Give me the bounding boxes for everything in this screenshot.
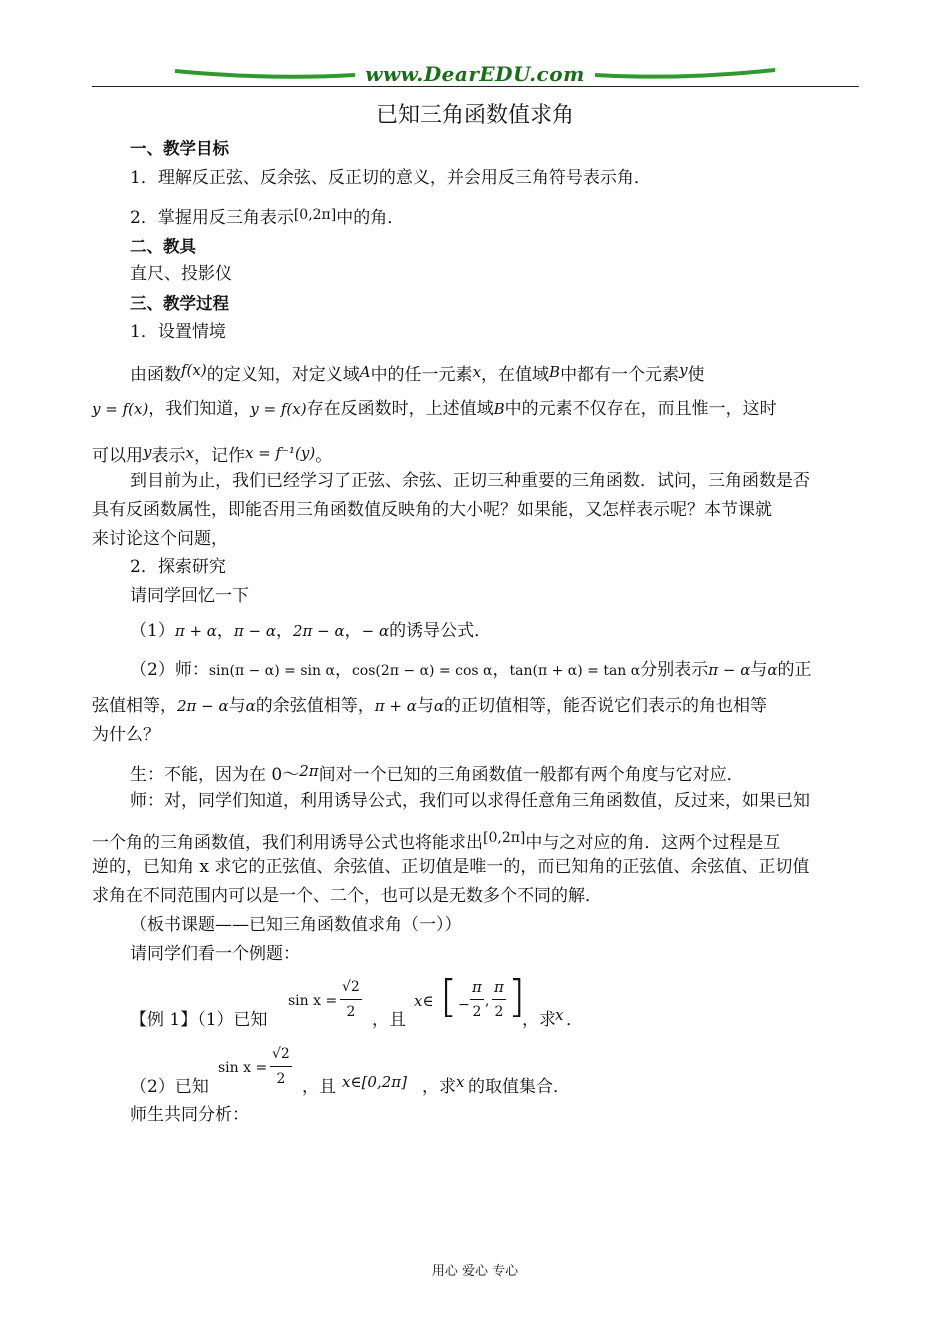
- paragraph-line: y = f(x)，我们知道，y = f(x)存在反函数时，上述值域B中的元素不仅存在，而且惟一，这时: [92, 399, 777, 419]
- site-name: www.DearEDU.com: [365, 62, 585, 86]
- heading-objectives: 一、教学目标: [130, 139, 229, 158]
- board-title: （板书课题——已知三角函数值求角（一））: [130, 915, 462, 935]
- fraction: $\frac{\pi}{2}$: [492, 975, 506, 1024]
- question-2: （2）师：sin(π − α) = sin α，cos(2π − α) = cos α，tan(π + α) = tan α分别表示π − α与α的正: [130, 660, 812, 680]
- paragraph-line: 为什么？: [92, 725, 160, 745]
- paragraph-line: 弦值相等，2π − α与α的余弦值相等，π + α与α的正切值相等，能否说它们表示的角也相等: [92, 696, 768, 716]
- site-banner: [170, 62, 780, 88]
- paragraph-line: 逆的，已知角 x 求它的正弦值、余弦值、正切值是唯一的，而已知角的正弦值、余弦值、正切值: [92, 857, 810, 877]
- paragraph-line: 来讨论这个问题，: [92, 529, 228, 549]
- sub-heading-2: 2．探索研究: [130, 557, 226, 577]
- paragraph-line: 师：对，同学们知道，利用诱导公式，我们可以求得任意角三角函数值，反过来，如果已知: [130, 791, 810, 811]
- sub-heading-1: 1．设置情境: [130, 322, 226, 342]
- fraction: $\frac{√2}{2}$: [270, 1042, 292, 1091]
- paragraph-line: 可以用y表示x，记作x = f⁻¹(y)。: [92, 443, 333, 466]
- footer-slogan: 用心 爱心 专心: [431, 1264, 519, 1279]
- heading-tools: 二、教具: [130, 237, 196, 256]
- question-1: （1）π + α，π − α，2π − α，− α的诱导公式．: [130, 621, 492, 641]
- tools-text: 直尺、投影仪: [130, 264, 232, 284]
- fraction: $\frac{√2}{2}$: [340, 975, 362, 1024]
- objective-2: 2．掌握用反三角表示[0,2π]中的角．: [130, 207, 405, 228]
- paragraph-line: 到目前为止，我们已经学习了正弦、余弦、正切三种重要的三角函数．试问，三角函数是否: [130, 471, 810, 491]
- document-page: www.DearEDU.com 已知三角函数值求角 一、教学目标 1．理解反正弦、反余弦、反正切的意义，并会用反三角符号表示角． 2．掌握用反三角表示[0,2π]中的角． 二、教具 直尺、投影仪 三、教学过程 1．设置情境 由函数f(x)的定义知，对定义域A中的任一元素x，在值域B中都有一个元素y使 y = f(x)，我们知道，y = f(x)存在反函数时，上述值域B中的元素不仅存在，而且惟一，这时 可以用y表示x，记作x = f⁻¹(y)。 到目前为止，我们已经学习了正弦、余弦、正切三种重要的三角函数．试问，三角函数是否 具有反函数属性，即能否用三角函数值反映角的大小呢？如果能，又怎样表示呢？本节课就 来讨论这个问题， 2．探索研究 请同学回忆一下 （1）π + α，π − α，2π − α，− α的诱导公式． （2）师：sin(π − α) = sin α，cos(2π − α) = cos α，tan(π + α) = tan α分别表示π − α与α的正 弦值相等，2π − α与α的余弦值相等，π + α与α的正切值相等，能否说它们表示的角也相等 为什么？ 生：不能，因为在 0～2π间对一个已知的三角函数值一般都有两个角度与它对应． 师：对，同学们知道，利用诱导公式，我们可以求得任意角三角函数值，反过来，如果已知 一个角的三角函数值，我们利用诱导公式也将能求出[0,2π]中与之对应的角．这两个过程是互 逆的，已知角 x 求它的正弦值、余弦值、正切值是唯一的，而已知角的正弦值、余弦值、正切值 求角在不同范围内可以是一个、二个，也可以是无数多个不同的解． （板书课题——已知三角函数值求角（一）） 请同学们看一个例题： 【例 1】（1）已知 sin x = $\frac{√2}{2}$ ，且 x∈ [ − $\frac{\pi}{2}$ , $\frac{\pi}{2}$ ] ，求 x ． （2）已知 sin x = $\frac{√2}{2}$ ，且 x∈[0,2π] ，求 x 的取值集合． 师生共同分析： 用心 爱心 专心: [0, 0, 950, 1344]
- fraction: $\frac{\pi}{2}$: [470, 975, 484, 1024]
- header-divider: [92, 86, 859, 87]
- right-bracket: ]: [508, 971, 526, 1022]
- paragraph-line: 具有反函数属性，即能否用三角函数值反映角的大小呢？如果能，又怎样表示呢？本节课就: [92, 500, 772, 520]
- paragraph-line: 一个角的三角函数值，我们利用诱导公式也将能求出[0,2π]中与之对应的角．这两个过程是互: [92, 830, 781, 853]
- page-title: 已知三角函数值求角: [375, 103, 574, 128]
- student-answer: 生：不能，因为在 0～2π间对一个已知的三角函数值一般都有两个角度与它对应．: [130, 762, 744, 785]
- paragraph-line: 请同学回忆一下: [130, 586, 249, 606]
- objective-1: 1．理解反正弦、反余弦、反正切的意义，并会用反三角符号表示角．: [130, 168, 651, 188]
- heading-process: 三、教学过程: [130, 294, 229, 313]
- paragraph-line: 请同学们看一个例题：: [130, 944, 300, 964]
- left-bracket: [: [440, 971, 458, 1022]
- analysis-label: 师生共同分析：: [130, 1105, 249, 1125]
- paragraph-line: 求角在不同范围内可以是一个、二个，也可以是无数多个不同的解．: [92, 886, 602, 906]
- paragraph-line: 由函数f(x)的定义知，对定义域A中的任一元素x，在值域B中都有一个元素y使: [130, 361, 705, 385]
